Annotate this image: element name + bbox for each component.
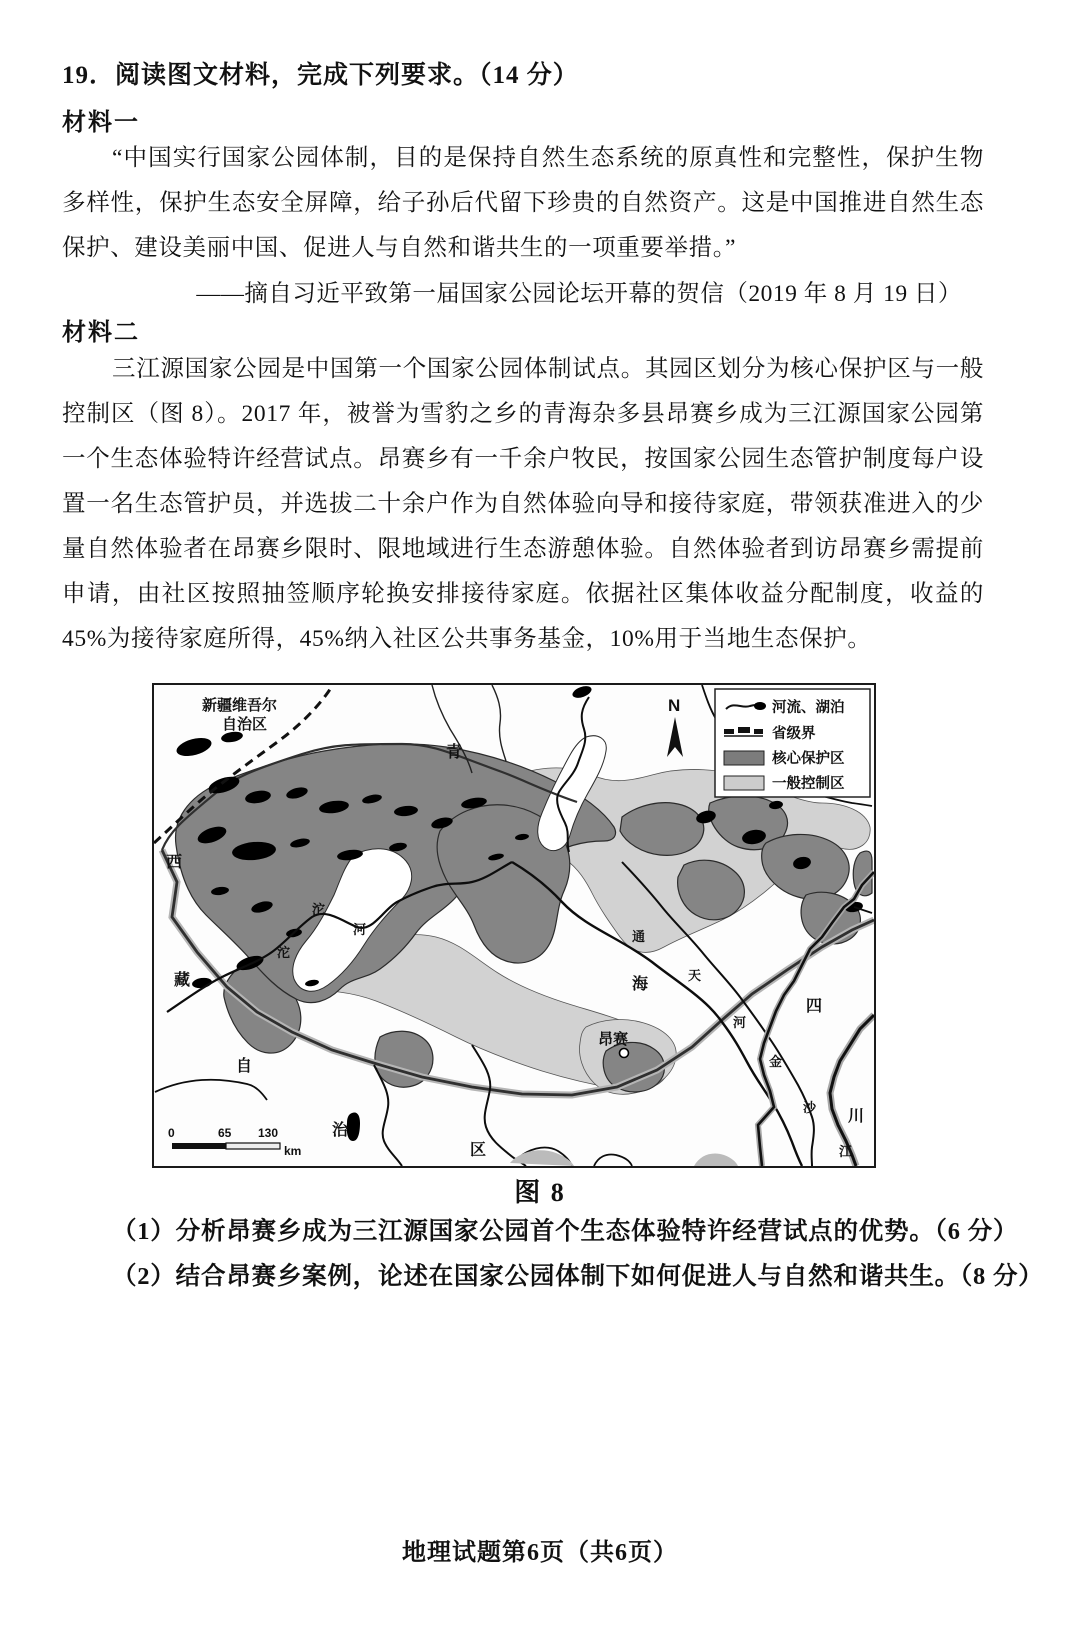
material-2-paragraph: 三江源国家公园是中国第一个国家公园体制试点。其园区划分为核心保护区与一般控制区（图 8）。2017 年，被誉为雪豹之乡的青海杂多县昂赛乡成为三江源国家公园第一个生态体验特许经营试点。昂赛乡有一千余户牧民，按国家公园生态管护制度每户设置一名生态管护员，并选拔二十余户作为自然体验向导和接待家庭，带领获准进入的少量自然体验者在昂赛乡限时、限地域进行生态游憩体验。自然体验者到访昂赛乡需提前申请，由社区按照抽签顺序轮换安排接待家庭。依据社区集体收益分配制度，收益的45%为接待家庭所得，45%纳入社区公共事务基金，10%用于当地生态保护。 [62, 356, 984, 652]
map-label-xinjiang-2: 自治区 [222, 716, 268, 733]
angsai-marker [620, 1049, 629, 1058]
map-legend [715, 689, 870, 797]
map-label-sichuan-chuan: 川 [848, 1108, 865, 1125]
lake-symbol [754, 702, 766, 710]
map-label-sichuan-si: 四 [806, 998, 823, 1015]
map-label-tuotuo-he: 河 [353, 922, 367, 937]
north-arrow [667, 696, 683, 757]
legend-label-general: 一般控制区 [772, 776, 845, 792]
figure-8-map [152, 683, 876, 1168]
sub-question-1: （1）分析昂赛乡成为三江源国家公园首个生态体验特许经营试点的优势。（6 分） [112, 1218, 1019, 1245]
map-label-jinsha-jin: 金 [769, 1054, 783, 1069]
scale-end: 130 [258, 1126, 279, 1140]
scale-unit: km [284, 1144, 302, 1158]
map-label-xizang-qu: 区 [470, 1142, 487, 1159]
scale-mid: 65 [218, 1126, 232, 1140]
map-label-angsai: 昂赛 [598, 1031, 629, 1048]
legend-label-rivers: 河流、湖泊 [772, 700, 845, 716]
map-label-tongtian-tian: 天 [688, 968, 702, 983]
map-label-qinghai-hai: 海 [632, 976, 649, 993]
map-label-qinghai-qing: 青 [446, 744, 463, 761]
map-label-xinjiang-1: 新疆维吾尔 [202, 697, 278, 714]
sub-question-2: （2）结合昂赛乡案例，论述在国家公园体制下如何促进人与自然和谐共生。（8 分） [112, 1263, 1044, 1290]
map-label-jinsha-sha: 沙 [803, 1100, 817, 1115]
question-19-heading: 19．阅读图文材料，完成下列要求。（14 分） [62, 62, 579, 89]
map-label-xizang-zang: 藏 [174, 972, 191, 989]
material-1-attribution: ——摘自习近平致第一届国家公园论坛开幕的贺信（2019 年 8 月 19 日） [196, 281, 962, 307]
map-label-tongtian-tong: 通 [632, 929, 646, 944]
legend-label-core: 核心保护区 [772, 751, 845, 767]
scale-bar [168, 1126, 301, 1158]
map-label-tuotuo-2: 沱 [277, 945, 291, 960]
map-label-jinsha-jiang: 江 [839, 1144, 853, 1159]
sanjiangyuan-map-svg [154, 685, 874, 1166]
map-label-tongtian-he: 河 [733, 1015, 747, 1030]
scale-start: 0 [168, 1126, 175, 1140]
page-footer: 地理试题第6页（共6页） [402, 1540, 678, 1566]
figure-caption: 图 8 [514, 1178, 566, 1207]
material-1-quote: “中国实行国家公园体制，目的是保持自然生态系统的原真性和完整性，保护生物多样性，保护生态安全屏障，给子孙后代留下珍贵的自然资产。这是中国推进自然生态保护、建设美丽中国、促进人与自然和谐共生的一项重要举措。” [62, 145, 984, 261]
map-label-xizang-xi: 西 [166, 854, 183, 871]
core-zone-swatch [724, 751, 764, 765]
material-1-label: 材料一 [62, 110, 140, 136]
legend-label-boundary: 省级界 [772, 726, 816, 742]
map-label-tuotuo-1: 沱 [312, 902, 326, 917]
general-zone-swatch [724, 776, 764, 790]
north-arrow-label: N [668, 696, 681, 715]
map-label-xizang-zi: 自 [236, 1058, 253, 1075]
map-label-xizang-zhi: 治 [332, 1122, 349, 1139]
material-2-label: 材料二 [62, 320, 140, 346]
